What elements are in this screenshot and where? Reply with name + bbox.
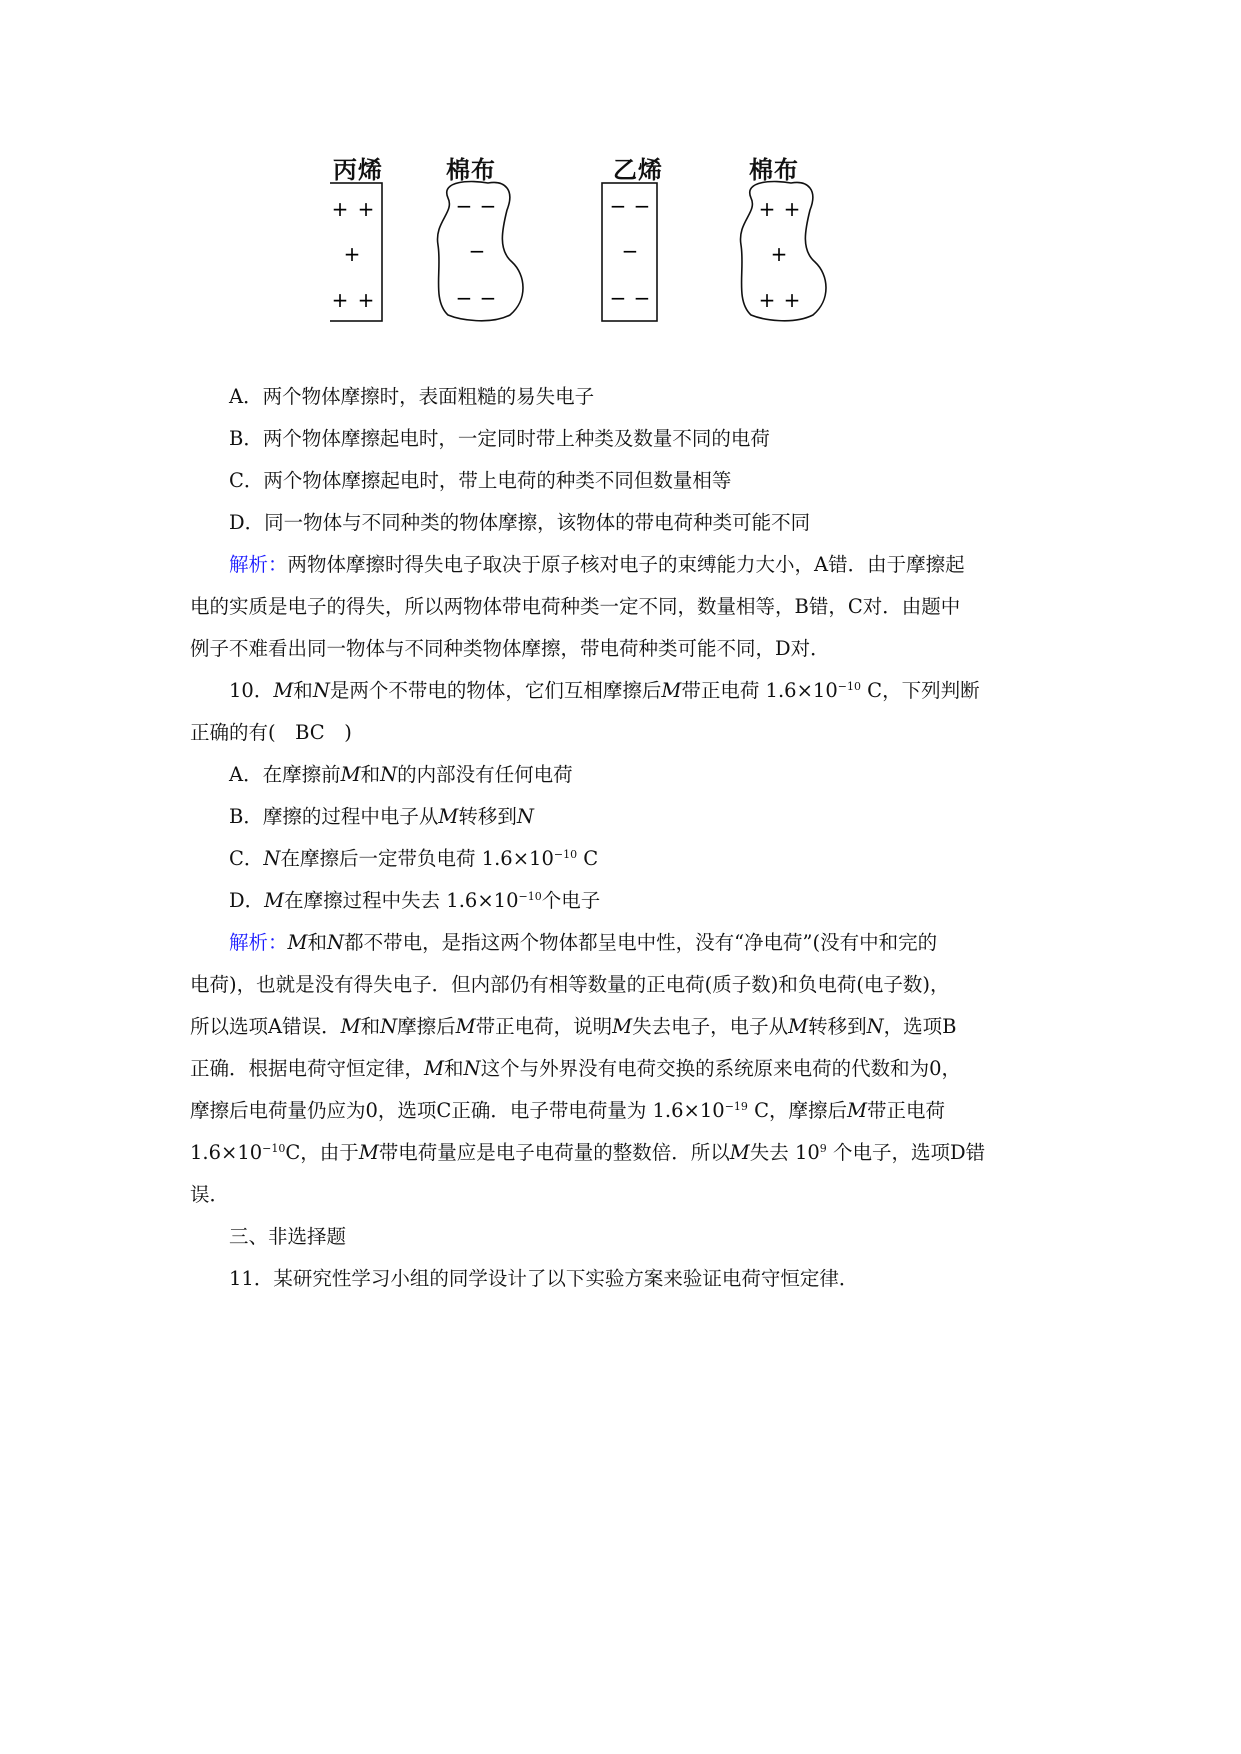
q10-analysis-line-3: 所以选项A错误．M和N摩擦后M带正电荷，说明M失去电子，电子从M转移到N，选项B <box>190 1015 957 1038</box>
q9-option-c: C．两个物体摩擦起电时，带上电荷的种类不同但数量相等 <box>229 469 732 492</box>
plus-sign: + <box>357 197 375 221</box>
minus-sign: − <box>455 286 473 310</box>
minus-sign: − <box>609 194 627 218</box>
plus-sign: + <box>331 197 349 221</box>
q9-option-d: D．同一物体与不同种类的物体摩擦，该物体的带电荷种类可能不同 <box>229 511 811 534</box>
minus-sign: − <box>479 194 497 218</box>
label-cotton-1: 棉布 <box>446 156 496 184</box>
q9-option-b: B．两个物体摩擦起电时，一定同时带上种类及数量不同的电荷 <box>229 427 770 450</box>
plus-sign: + <box>783 197 801 221</box>
q9-option-a: A．两个物体摩擦时，表面粗糙的易失电子 <box>229 385 595 408</box>
label-cotton-2: 棉布 <box>749 156 799 184</box>
q11-stem: 11．某研究性学习小组的同学设计了以下实验方案来验证电荷守恒定律． <box>229 1267 859 1290</box>
minus-sign: − <box>621 239 639 263</box>
minus-sign: − <box>609 286 627 310</box>
q9-analysis-line-3: 例子不难看出同一物体与不同种类物体摩擦，带电荷种类可能不同，D对． <box>190 637 830 660</box>
plus-sign: + <box>331 288 349 312</box>
plus-sign: + <box>770 242 788 266</box>
figure-drawing <box>330 150 850 365</box>
q10-analysis-line-4: 正确．根据电荷守恒定律，M和N这个与外界没有电荷交换的系统原来电荷的代数和为0， <box>190 1057 961 1080</box>
minus-sign: − <box>468 239 486 263</box>
plus-sign: + <box>758 197 776 221</box>
q10-analysis-line-5: 摩擦后电荷量仍应为0，选项C正确．电子带电荷量为 $1.6\times 10^{-19}$ C，摩擦后M带正电荷 <box>190 1099 946 1122</box>
plus-sign: + <box>758 288 776 312</box>
q10-stem-line-2: 正确的有( BC ) <box>190 721 352 744</box>
q10-stem-line-1: 10．M和N是两个不带电的物体，它们互相摩擦后M带正电荷 $1.6\times 10^{-10}$ C，下列判断 <box>229 679 980 702</box>
minus-sign: − <box>633 286 651 310</box>
q9-analysis-line-2: 电的实质是电子的得失，所以两物体带电荷种类一定不同，数量相等，B错，C对．由题中 <box>190 595 961 618</box>
charge-figure <box>330 150 850 365</box>
analysis-label: 解析： <box>229 553 288 576</box>
label-propylene: 丙烯 <box>333 156 383 184</box>
q10-option-d: D．M在摩擦过程中失去 $1.6\times 10^{-10}$个电子 <box>229 889 601 912</box>
q10-analysis-line-2: 电荷)，也就是没有得失电子．但内部仍有相等数量的正电荷(质子数)和负电荷(电子数)， <box>190 973 950 996</box>
analysis-label: 解析： <box>229 931 288 954</box>
section-heading: 三、非选择题 <box>229 1225 347 1248</box>
plus-sign: + <box>783 288 801 312</box>
q10-option-c: C．N在摩擦后一定带负电荷 $1.6\times 10^{-10}$ C <box>229 847 599 870</box>
plus-sign: + <box>357 288 375 312</box>
q10-option-b: B．摩擦的过程中电子从M转移到N <box>229 805 534 828</box>
plus-sign: + <box>343 242 361 266</box>
q10-analysis-line-6: $1.6\times 10^{-10}C$，由于M带电荷量应是电子电荷量的整数倍．所以M失去 $10^9$ 个电子，选项D错 <box>190 1141 986 1164</box>
label-ethylene: 乙烯 <box>613 156 663 184</box>
minus-sign: − <box>633 194 651 218</box>
minus-sign: − <box>479 286 497 310</box>
q9-analysis-line-1: 解析：两物体摩擦时得失电子取决于原子核对电子的束缚能力大小，A错．由于摩擦起 <box>229 553 965 576</box>
minus-sign: − <box>455 194 473 218</box>
q10-option-a: A．在摩擦前M和N的内部没有任何电荷 <box>229 763 573 786</box>
q10-analysis-line-1: 解析：M和N都不带电，是指这两个物体都呈电中性，没有“净电荷”(没有中和完的 <box>229 931 938 954</box>
q10-analysis-line-7: 误． <box>190 1183 230 1206</box>
